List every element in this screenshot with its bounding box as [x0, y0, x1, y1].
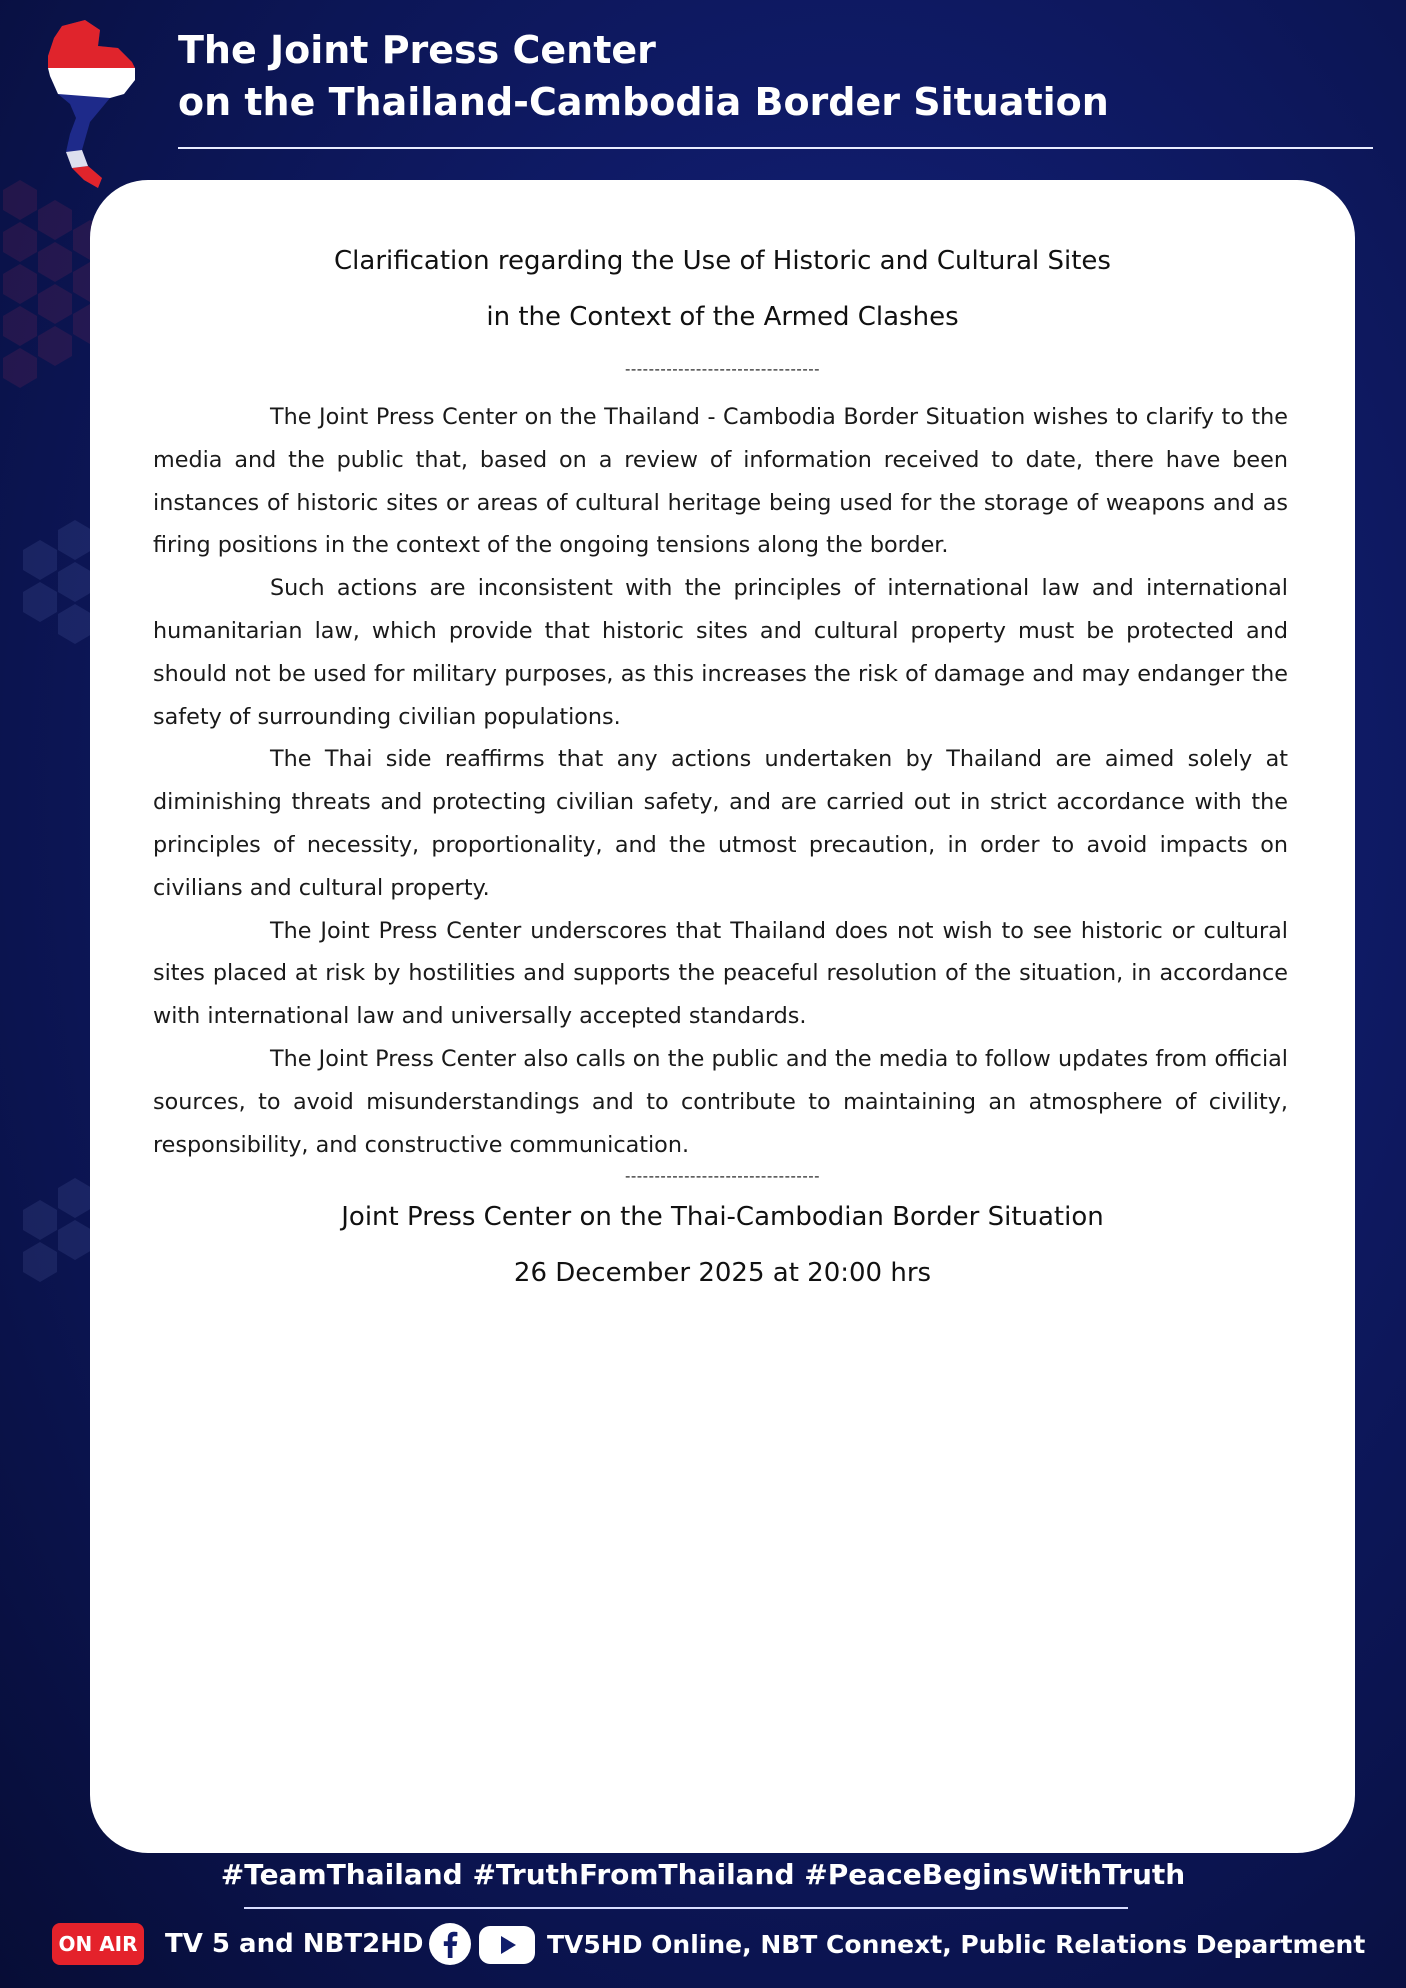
- paragraph-3: The Thai side reaffirms that any actions undertaken by Thailand are aimed solely at diminishing threats and protecting civilian safety, and are carried out in strict accordance with the principles of necessity, proportionality, and the utmost precaution, in order to avoid impacts on civilians and cultural property.: [153, 746, 1288, 901]
- thailand-map-flag-icon: [40, 18, 140, 200]
- document-title-line2: in the Context of the Armed Clashes: [486, 302, 959, 332]
- release-date: 26 December 2025 at 20:00 hrs: [513, 1258, 932, 1288]
- paragraph-1: The Joint Press Center on the Thailand - Cambodia Border Situation wishes to clarify to the media and the public that, based on a review of information received to date, there have been instances of historic sites or areas of cultural heritage being used for the storage of weapons and as firing positions in the context of the ongoing tensions along the border.: [153, 404, 1288, 559]
- paragraph-5: The Joint Press Center also calls on the public and the media to follow updates from official sources, to avoid misunderstandings and to contribute to maintaining an atmosphere of civility, responsibility, and constructive communication.: [153, 1045, 1288, 1158]
- tv-channels: TV 5 and NBT2HD: [165, 1929, 424, 1959]
- header-title: [178, 24, 1109, 128]
- header-divider: [178, 147, 1373, 149]
- header-title-line1: The Joint Press Center: [178, 28, 656, 72]
- document-title-line1: Clarification regarding the Use of Historic and Cultural Sites: [334, 246, 1111, 276]
- online-channels: TV5HD Online, NBT Connext, Public Relations Department: [547, 1930, 1366, 1959]
- separator-top: ---------------------------------: [624, 360, 821, 378]
- footer-divider: [244, 1907, 1128, 1909]
- signature: Joint Press Center on the Thai-Cambodian Border Situation: [341, 1202, 1104, 1232]
- hashtags: #TeamThailand #TruthFromThailand #PeaceBeginsWithTruth: [220, 1858, 1186, 1891]
- paragraph-2: Such actions are inconsistent with the principles of international law and international humanitarian law, which provide that historic sites and cultural property must be protected and should not be used for military purposes, as this increases the risk of damage and may endanger the safety of surrounding civilian populations.: [153, 575, 1288, 730]
- document-body: [153, 396, 1288, 1166]
- facebook-icon[interactable]: [428, 1922, 472, 1966]
- paragraph-4: The Joint Press Center underscores that Thailand does not wish to see historic or cultural sites placed at risk by hostilities and supports the peaceful resolution of the situation, in accordance with international law and universally accepted standards.: [153, 917, 1288, 1030]
- on-air-badge: ON AIR: [52, 1923, 144, 1965]
- separator-bottom: ---------------------------------: [624, 1167, 821, 1185]
- header-title-line2: on the Thailand-Cambodia Border Situation: [178, 80, 1109, 124]
- youtube-icon[interactable]: [478, 1925, 536, 1965]
- press-release-card: [90, 180, 1355, 1853]
